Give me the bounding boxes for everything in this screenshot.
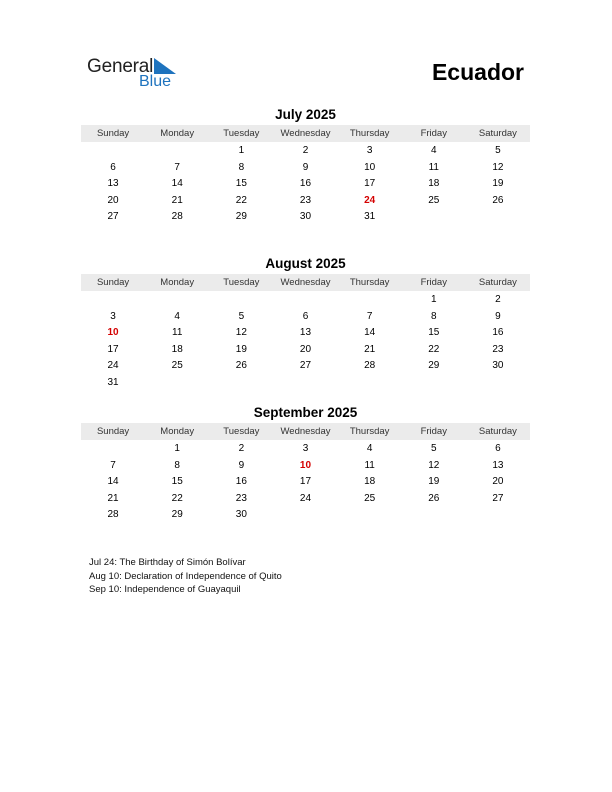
weekday-label: Saturday [478,426,517,437]
logo-text-blue: Blue [139,73,172,90]
date-cell [338,292,402,309]
date-cell: 26 [428,492,440,504]
weekday-label: Saturday [478,277,517,288]
date-cell: 23 [492,343,504,355]
weekday-label: Monday [160,277,195,288]
weekday-label: Monday [160,426,195,437]
weekday-label: Sunday [96,426,130,437]
date-cell: 31 [107,376,119,388]
date-cell: 6 [110,161,116,173]
date-cell: 29 [428,360,440,371]
date-cell: 2 [302,145,309,156]
date-cell: 18 [364,476,376,487]
date-cell: 7 [174,161,180,173]
date-cell [402,209,466,226]
date-cell: 17 [299,476,312,487]
date-cell [145,375,209,392]
date-cell: 8 [430,310,437,322]
weekday-label: Thursday [349,277,390,288]
date-cell: 29 [235,211,247,222]
date-cell [145,143,209,160]
weekday-label: Monday [160,128,195,139]
date-cell: 7 [110,459,116,471]
date-cell: 14 [364,327,376,338]
week-row [81,176,530,193]
date-cell: 7 [366,310,373,322]
date-cell: 13 [299,327,312,338]
week-row [81,474,530,491]
date-cell [81,143,145,160]
date-cell: 8 [238,161,245,173]
week-row [81,458,530,475]
weekday-label: Sunday [96,128,130,139]
date-cell: 16 [299,178,312,189]
date-cell: 15 [428,327,440,338]
logo-text-general: General [87,56,154,77]
weekday-label: Tuesday [223,426,260,437]
date-cell [273,292,337,309]
date-cell [402,375,466,392]
weekday-label: Friday [420,128,447,139]
logo-triangle-icon [154,58,176,74]
date-cell [338,507,402,524]
date-cell: 25 [428,194,440,206]
date-cell: 29 [171,509,183,520]
week-row [81,342,530,359]
date-cell [402,507,466,524]
weekday-label: Thursday [349,128,390,139]
date-cell: 31 [364,211,376,222]
weekday-label: Tuesday [223,277,260,288]
date-cell: 4 [174,310,180,322]
date-cell: 22 [428,343,440,355]
date-cell: 9 [495,310,501,322]
weekday-header [81,125,530,142]
date-cell: 26 [235,360,247,371]
month-title: September 2025 [253,405,358,420]
date-cell: 16 [492,327,504,338]
date-cell: 18 [428,178,440,189]
weekday-label: Friday [420,277,447,288]
date-cell: 6 [302,310,309,322]
date-cell: 18 [171,343,183,355]
week-row [81,507,530,524]
weekday-header [81,423,530,440]
date-cell: 30 [235,509,247,520]
month-title: July 2025 [275,107,336,122]
holiday-note: Aug 10: Declaration of Independence of Quito [89,570,282,582]
date-cell: 9 [302,161,309,173]
week-row [81,209,530,226]
date-cell: 23 [235,492,247,504]
week-row [81,375,530,392]
weekday-label: Wednesday [280,128,331,139]
date-cell: 10 [364,161,376,173]
generalblue-logo [87,56,187,92]
date-cell: 1 [174,443,180,454]
date-cell: 12 [492,161,504,173]
date-cell: 19 [235,343,247,355]
date-cell [81,292,145,309]
date-cell: 14 [107,476,119,487]
week-row [81,491,530,508]
date-cell: 22 [235,194,247,206]
date-cell: 17 [364,178,376,189]
date-cell: 12 [428,459,440,471]
date-cell: 20 [299,343,312,355]
date-cell: 1 [238,145,245,156]
date-cell [81,441,145,458]
date-cell: 17 [107,343,119,355]
date-cell: 27 [492,492,504,504]
date-cell: 28 [171,211,183,222]
holiday-date-cell: 10 [107,327,119,338]
week-row [81,160,530,177]
date-cell [273,507,337,524]
weekday-label: Saturday [478,128,517,139]
holiday-date-cell: 24 [364,194,376,206]
date-cell: 20 [492,476,504,487]
date-cell: 21 [171,194,183,206]
week-row [81,292,530,309]
date-cell: 15 [235,178,247,189]
date-cell: 5 [495,145,501,156]
date-cell: 11 [172,327,183,338]
date-cell [466,209,530,226]
date-cell: 2 [495,294,501,305]
date-cell: 21 [364,343,376,355]
date-cell: 4 [366,443,373,454]
date-cell [338,375,402,392]
date-cell: 3 [302,443,309,454]
date-cell [466,507,530,524]
date-cell: 30 [299,211,312,222]
month-title: August 2025 [265,256,346,271]
date-cell: 24 [299,492,312,504]
holiday-notes [89,556,282,597]
date-cell: 25 [364,492,376,504]
weekday-header [81,274,530,291]
date-cell: 27 [299,360,312,371]
weekday-label: Friday [420,426,447,437]
date-cell: 14 [171,178,183,189]
date-cell: 30 [492,360,504,371]
weekday-label: Wednesday [280,277,331,288]
weekday-label: Thursday [349,426,390,437]
date-cell: 13 [492,459,504,471]
holiday-note: Sep 10: Independence of Guayaquil [89,584,241,595]
week-row [81,325,530,342]
weekday-label: Wednesday [280,426,331,437]
date-cell: 25 [171,360,183,371]
week-row [81,143,530,160]
weekday-label: Sunday [96,277,130,288]
date-cell [209,292,273,309]
month-august [81,255,530,391]
weekday-label: Tuesday [223,128,260,139]
week-row [81,193,530,210]
date-cell: 19 [428,476,440,487]
date-cell: 3 [110,310,116,322]
date-cell: 12 [235,327,247,338]
date-cell: 11 [428,161,439,173]
date-cell: 24 [107,360,119,371]
date-cell: 6 [495,443,501,454]
date-cell: 5 [238,310,245,322]
week-row [81,441,530,458]
date-cell: 13 [107,178,119,189]
date-cell: 4 [430,145,437,156]
week-row [81,358,530,375]
date-cell: 9 [238,459,245,471]
date-cell [145,292,209,309]
date-cell: 8 [174,459,180,471]
date-cell: 19 [492,178,504,189]
date-cell: 27 [107,211,119,222]
date-cell: 28 [107,509,119,520]
date-cell: 2 [238,443,245,454]
holiday-note: Jul 24: The Birthday of Simón Bolívar [89,557,246,568]
date-cell: 3 [366,145,373,156]
date-cell: 1 [430,294,437,305]
holiday-date-cell: 10 [299,459,312,471]
date-cell: 16 [235,476,247,487]
month-july [81,106,530,226]
date-cell: 20 [107,194,119,206]
date-cell: 15 [171,476,183,487]
date-cell: 21 [107,492,119,504]
date-cell [209,375,273,392]
month-september [81,404,530,524]
date-cell: 22 [171,492,183,504]
date-cell: 5 [430,443,437,454]
date-cell: 28 [364,360,376,371]
date-cell: 23 [299,194,312,206]
date-cell [273,375,337,392]
week-row [81,309,530,326]
date-cell: 11 [364,459,375,471]
date-cell: 26 [492,194,504,206]
date-cell [466,375,530,392]
country-title: Ecuador [431,59,524,85]
